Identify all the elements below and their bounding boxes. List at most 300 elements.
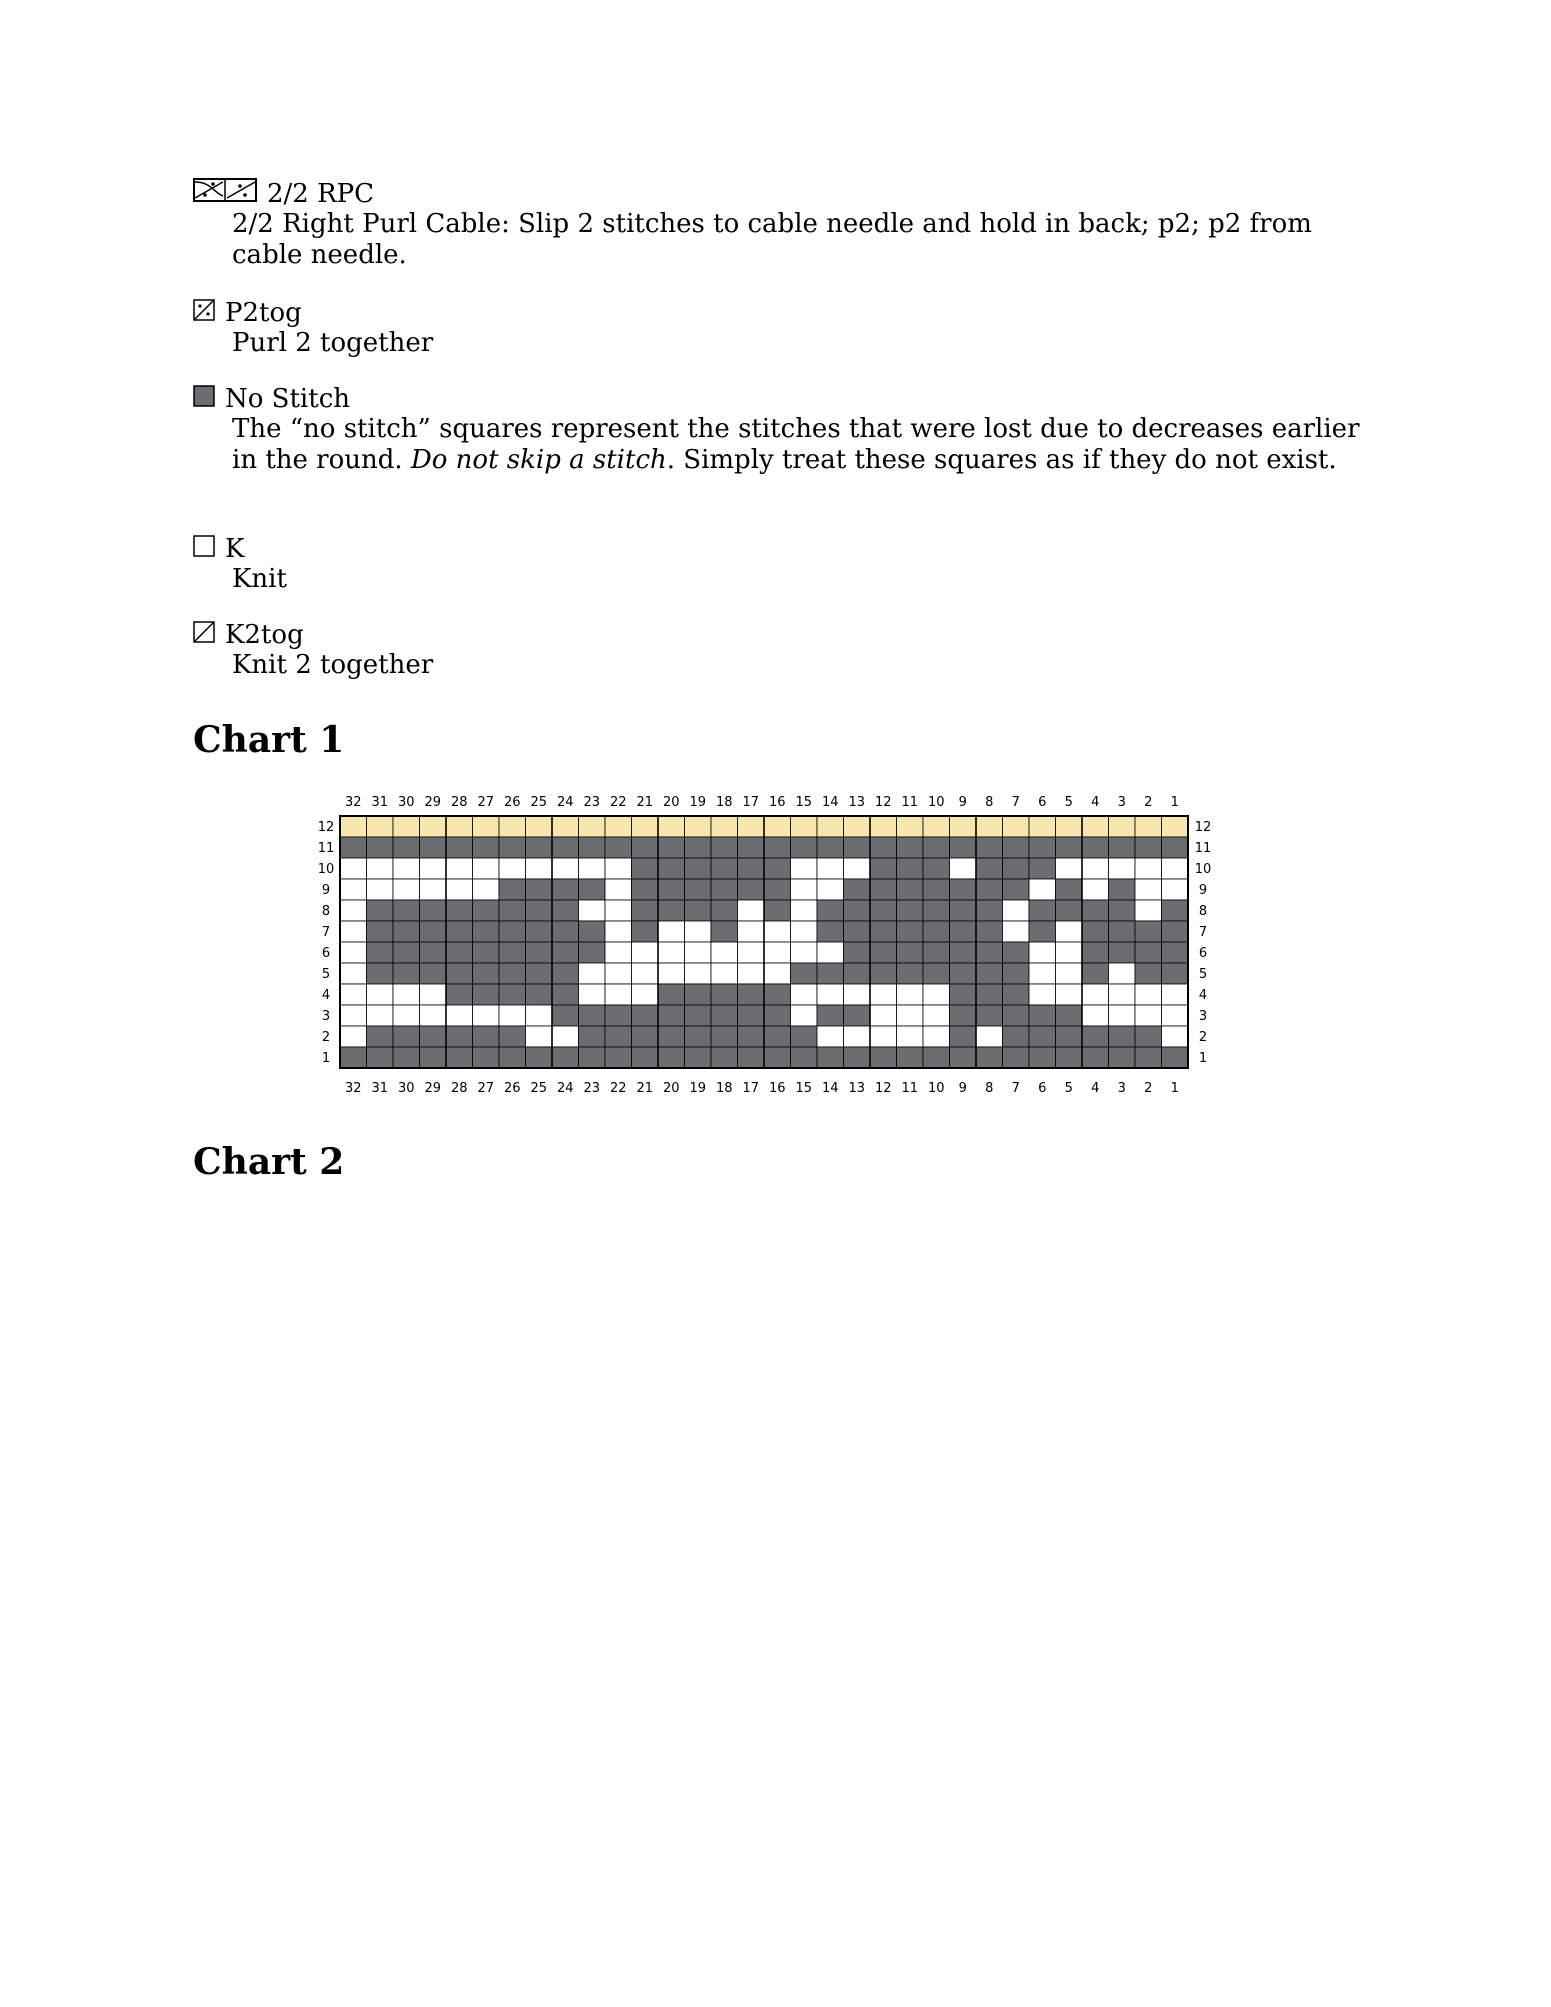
chart-cell — [1003, 1047, 1030, 1068]
column-label-top: 31 — [371, 795, 389, 810]
chart-cell — [791, 816, 818, 837]
chart-cell — [420, 921, 447, 942]
chart-cell — [791, 942, 818, 963]
column-label-bottom: 15 — [795, 1081, 813, 1096]
chart-cell — [1029, 816, 1056, 837]
chart-cell — [870, 1005, 897, 1026]
legend-desc: Purl 2 together — [232, 328, 434, 358]
chart-cell — [367, 984, 394, 1005]
chart-cell — [711, 984, 738, 1005]
legend-item-2-2-rpc — [193, 178, 1372, 271]
chart-cell — [658, 879, 685, 900]
chart-cell — [897, 900, 924, 921]
chart-cell — [976, 1026, 1003, 1047]
chart-cell — [817, 1047, 844, 1068]
chart-cell — [658, 816, 685, 837]
chart-cell — [579, 1047, 606, 1068]
chart-cell — [632, 1005, 659, 1026]
chart-cell — [605, 963, 632, 984]
chart-cell — [844, 858, 871, 879]
row-label-left: 1 — [321, 1051, 331, 1066]
chart-cell — [764, 879, 791, 900]
legend-item-p2tog — [193, 298, 433, 359]
chart-cell — [367, 942, 394, 963]
chart-cell — [1056, 1026, 1083, 1047]
column-label-bottom: 8 — [985, 1081, 994, 1096]
row-label-right: 3 — [1198, 1009, 1208, 1024]
chart-cell — [711, 1047, 738, 1068]
column-label-top: 16 — [768, 795, 786, 810]
column-label-bottom: 17 — [742, 1081, 760, 1096]
column-label-bottom: 22 — [609, 1081, 627, 1096]
column-label-top: 6 — [1038, 795, 1047, 810]
chart-cell — [499, 1047, 526, 1068]
column-label-top: 29 — [424, 795, 442, 810]
chart-cell — [632, 900, 659, 921]
chart-cell — [393, 879, 420, 900]
column-label-bottom: 14 — [821, 1081, 839, 1096]
row-label-left: 12 — [317, 820, 335, 835]
chart-cell — [817, 942, 844, 963]
chart-cell — [817, 816, 844, 837]
column-label-top: 10 — [927, 795, 945, 810]
chart-cell — [1029, 921, 1056, 942]
column-label-top: 12 — [874, 795, 892, 810]
legend-desc — [232, 414, 1372, 476]
chart-cell — [658, 858, 685, 879]
chart-cell — [870, 1047, 897, 1068]
chart-cell — [976, 816, 1003, 837]
chart-cell — [1162, 1026, 1189, 1047]
chart-cell — [791, 1005, 818, 1026]
column-label-top: 24 — [556, 795, 574, 810]
chart-cell — [420, 1047, 447, 1068]
chart-cell — [632, 1047, 659, 1068]
chart-cell — [791, 879, 818, 900]
chart-cell — [632, 921, 659, 942]
chart-cell — [1109, 879, 1136, 900]
chart-cell — [1003, 900, 1030, 921]
chart-cell — [897, 984, 924, 1005]
column-label-bottom: 24 — [556, 1081, 574, 1096]
chart-cell — [1029, 1026, 1056, 1047]
chart-cell — [1109, 942, 1136, 963]
chart-cell — [632, 963, 659, 984]
chart-cell — [1029, 837, 1056, 858]
chart-cell — [420, 984, 447, 1005]
row-label-right: 10 — [1194, 862, 1212, 877]
chart-cell — [1082, 816, 1109, 837]
chart-cell — [473, 816, 500, 837]
chart-cell — [658, 900, 685, 921]
row-label-left: 6 — [321, 946, 331, 961]
chart-cell — [976, 879, 1003, 900]
column-label-top: 15 — [795, 795, 813, 810]
row-label-left: 10 — [317, 862, 335, 877]
chart-cell — [738, 900, 765, 921]
chart-cell — [817, 984, 844, 1005]
column-label-top: 18 — [715, 795, 733, 810]
chart-cell — [1056, 963, 1083, 984]
chart-cell — [1082, 858, 1109, 879]
chart-cell — [870, 816, 897, 837]
column-label-bottom: 19 — [689, 1081, 707, 1096]
chart-cell — [950, 1026, 977, 1047]
chart-cell — [393, 1026, 420, 1047]
chart-cell — [367, 921, 394, 942]
row-label-right: 2 — [1198, 1030, 1208, 1045]
chart-cell — [1162, 921, 1189, 942]
chart-cell — [340, 942, 367, 963]
chart-cell — [367, 858, 394, 879]
chart-cell — [1109, 963, 1136, 984]
desc-text: . Simply treat these squares as if they do not exist. — [666, 445, 1337, 475]
row-label-right: 9 — [1198, 883, 1208, 898]
chart-cell — [870, 942, 897, 963]
chart-cell — [976, 984, 1003, 1005]
chart-cell — [950, 1047, 977, 1068]
chart-2-heading: Chart 2 — [193, 1141, 345, 1183]
chart-cell — [420, 837, 447, 858]
column-label-top: 28 — [450, 795, 468, 810]
chart-cell — [817, 963, 844, 984]
chart-cell — [473, 1026, 500, 1047]
chart-cell — [1056, 1005, 1083, 1026]
row-label-left: 11 — [317, 841, 335, 856]
chart-cell — [526, 837, 553, 858]
no-stitch-icon — [193, 384, 215, 414]
chart-cell — [1162, 1005, 1189, 1026]
column-label-bottom: 16 — [768, 1081, 786, 1096]
chart-cell — [1135, 1005, 1162, 1026]
column-label-top: 5 — [1064, 795, 1073, 810]
chart-cell — [499, 837, 526, 858]
column-label-bottom: 26 — [503, 1081, 521, 1096]
chart-cell — [605, 984, 632, 1005]
chart-cell — [844, 1005, 871, 1026]
chart-cell — [340, 837, 367, 858]
chart-cell — [420, 963, 447, 984]
chart-cell — [923, 963, 950, 984]
chart-cell — [976, 1005, 1003, 1026]
chart-cell — [1162, 837, 1189, 858]
column-label-top: 25 — [530, 795, 548, 810]
chart-cell — [446, 1047, 473, 1068]
chart-cell — [605, 816, 632, 837]
chart-cell — [950, 837, 977, 858]
chart-cell — [1082, 921, 1109, 942]
chart-cell — [526, 921, 553, 942]
row-label-left: 7 — [321, 925, 331, 940]
column-label-top: 22 — [609, 795, 627, 810]
chart-cell — [764, 921, 791, 942]
chart-cell — [446, 942, 473, 963]
chart-cell — [711, 963, 738, 984]
chart-cell — [1109, 921, 1136, 942]
chart-cell — [685, 963, 712, 984]
chart-cell — [526, 1005, 553, 1026]
chart-cell — [764, 816, 791, 837]
column-label-bottom: 29 — [424, 1081, 442, 1096]
row-label-right: 6 — [1198, 946, 1208, 961]
row-label-left: 4 — [321, 988, 331, 1003]
chart-cell — [1029, 858, 1056, 879]
chart-cell — [552, 900, 579, 921]
chart-cell — [420, 879, 447, 900]
column-label-bottom: 18 — [715, 1081, 733, 1096]
legend-abbr: P2tog — [225, 298, 302, 328]
chart-cell — [552, 816, 579, 837]
chart-cell — [950, 963, 977, 984]
chart-cell — [764, 984, 791, 1005]
column-label-top: 20 — [662, 795, 680, 810]
row-label-right: 5 — [1198, 967, 1208, 982]
column-label-top: 19 — [689, 795, 707, 810]
row-label-right: 1 — [1198, 1051, 1208, 1066]
chart-cell — [791, 963, 818, 984]
chart-cell — [897, 1026, 924, 1047]
chart-cell — [473, 837, 500, 858]
chart-cell — [1135, 921, 1162, 942]
chart-cell — [870, 879, 897, 900]
legend-desc: Knit — [232, 564, 287, 594]
chart-cell — [658, 1005, 685, 1026]
column-label-bottom: 5 — [1064, 1081, 1073, 1096]
chart-cell — [897, 1047, 924, 1068]
chart-cell — [340, 879, 367, 900]
chart-cell — [897, 1005, 924, 1026]
chart-cell — [367, 1026, 394, 1047]
chart-cell — [817, 879, 844, 900]
chart-cell — [579, 858, 606, 879]
column-label-bottom: 11 — [901, 1081, 919, 1096]
chart-cell — [420, 1026, 447, 1047]
chart-cell — [738, 921, 765, 942]
legend-abbr: No Stitch — [225, 384, 350, 414]
chart-cell — [367, 816, 394, 837]
chart-cell — [420, 942, 447, 963]
chart-cell — [473, 879, 500, 900]
chart-cell — [1135, 963, 1162, 984]
chart-cell — [552, 1005, 579, 1026]
row-label-left: 8 — [321, 904, 331, 919]
chart-cell — [711, 879, 738, 900]
legend-desc: 2/2 Right Purl Cable: Slip 2 stitches to cable needle and hold in back; p2; p2 from cable needle. — [232, 209, 1312, 270]
chart-cell — [976, 1047, 1003, 1068]
chart-cell — [976, 963, 1003, 984]
chart-cell — [1029, 1005, 1056, 1026]
chart-cell — [950, 858, 977, 879]
chart-cell — [764, 1026, 791, 1047]
chart-cell — [685, 1005, 712, 1026]
chart-cell — [1082, 942, 1109, 963]
column-label-bottom: 27 — [477, 1081, 495, 1096]
chart-cell — [870, 963, 897, 984]
chart-cell — [897, 816, 924, 837]
chart-cell — [499, 900, 526, 921]
chart-cell — [685, 858, 712, 879]
chart-cell — [1003, 816, 1030, 837]
chart-cell — [791, 1026, 818, 1047]
chart-cell — [738, 1026, 765, 1047]
column-label-bottom: 21 — [636, 1081, 654, 1096]
chart-cell — [1109, 1005, 1136, 1026]
chart-cell — [499, 1026, 526, 1047]
chart-cell — [605, 1005, 632, 1026]
chart-cell — [1056, 879, 1083, 900]
chart-cell — [923, 921, 950, 942]
desc-emphasis: Do not skip a stitch — [410, 445, 667, 475]
chart-cell — [552, 942, 579, 963]
chart-cell — [764, 837, 791, 858]
k2tog-icon — [193, 620, 215, 650]
chart-cell — [367, 837, 394, 858]
chart-cell — [367, 1047, 394, 1068]
column-label-bottom: 1 — [1170, 1081, 1179, 1096]
chart-cell — [393, 858, 420, 879]
cable-icon — [193, 178, 257, 209]
chart-cell — [923, 900, 950, 921]
column-label-bottom: 13 — [848, 1081, 866, 1096]
chart-cell — [446, 816, 473, 837]
chart-cell — [738, 879, 765, 900]
chart-cell — [711, 858, 738, 879]
chart-cell — [844, 984, 871, 1005]
chart-cell — [1162, 963, 1189, 984]
chart-cell — [738, 942, 765, 963]
chart-cell — [420, 858, 447, 879]
column-label-bottom: 9 — [958, 1081, 967, 1096]
chart-cell — [446, 921, 473, 942]
chart-cell — [1109, 900, 1136, 921]
chart-cell — [1109, 1047, 1136, 1068]
chart-cell — [976, 921, 1003, 942]
chart-cell — [1162, 984, 1189, 1005]
chart-cell — [579, 984, 606, 1005]
chart-cell — [897, 837, 924, 858]
chart-cell — [923, 1005, 950, 1026]
chart-cell — [844, 942, 871, 963]
chart-cell — [552, 921, 579, 942]
chart-cell — [1029, 879, 1056, 900]
chart-cell — [950, 816, 977, 837]
column-label-bottom: 10 — [927, 1081, 945, 1096]
chart-cell — [473, 858, 500, 879]
chart-cell — [1082, 900, 1109, 921]
chart-cell — [685, 942, 712, 963]
chart-cell — [685, 900, 712, 921]
chart-cell — [711, 942, 738, 963]
chart-cell — [897, 879, 924, 900]
chart-cell — [844, 816, 871, 837]
chart-1-heading: Chart 1 — [193, 719, 345, 761]
chart-cell — [923, 858, 950, 879]
chart-cell — [711, 900, 738, 921]
chart-cell — [446, 963, 473, 984]
chart-cell — [446, 900, 473, 921]
column-label-bottom: 4 — [1091, 1081, 1100, 1096]
chart-cell — [658, 942, 685, 963]
chart-cell — [711, 1026, 738, 1047]
chart-cell — [420, 816, 447, 837]
chart-cell — [1082, 984, 1109, 1005]
legend-abbr: K — [225, 534, 245, 564]
chart-cell — [923, 879, 950, 900]
chart-cell — [950, 984, 977, 1005]
chart-cell — [579, 942, 606, 963]
column-label-top: 17 — [742, 795, 760, 810]
chart-cell — [764, 942, 791, 963]
chart-cell — [367, 900, 394, 921]
chart-cell — [1162, 942, 1189, 963]
column-label-top: 27 — [477, 795, 495, 810]
chart-cell — [552, 858, 579, 879]
chart-cell — [1109, 984, 1136, 1005]
chart-cell — [685, 1026, 712, 1047]
column-label-bottom: 30 — [397, 1081, 415, 1096]
p2tog-icon — [193, 298, 215, 328]
chart-cell — [1029, 942, 1056, 963]
chart-cell — [367, 1005, 394, 1026]
chart-cell — [658, 837, 685, 858]
chart-cell — [393, 921, 420, 942]
chart-cell — [1056, 1047, 1083, 1068]
chart-cell — [1109, 837, 1136, 858]
legend-item-k2tog — [193, 620, 433, 681]
chart-cell — [526, 963, 553, 984]
chart-cell — [738, 1047, 765, 1068]
chart-cell — [526, 900, 553, 921]
chart-cell — [393, 900, 420, 921]
chart-cell — [367, 879, 394, 900]
chart-cell — [658, 1026, 685, 1047]
chart-cell — [791, 1047, 818, 1068]
chart-cell — [473, 921, 500, 942]
chart-cell — [605, 879, 632, 900]
column-label-top: 1 — [1170, 795, 1179, 810]
chart-cell — [1003, 963, 1030, 984]
chart-cell — [1082, 1005, 1109, 1026]
column-label-bottom: 28 — [450, 1081, 468, 1096]
chart-cell — [473, 984, 500, 1005]
chart-cell — [685, 921, 712, 942]
column-label-bottom: 23 — [583, 1081, 601, 1096]
chart-cell — [1056, 942, 1083, 963]
chart-cell — [632, 858, 659, 879]
chart-cell — [711, 921, 738, 942]
chart-cell — [446, 858, 473, 879]
chart-cell — [844, 900, 871, 921]
chart-cell — [473, 963, 500, 984]
row-label-right: 8 — [1198, 904, 1208, 919]
desc-text: The “no stitch” squares represent the stitches that were lost due to decreases earlier in the round. — [232, 414, 1360, 475]
chart-cell — [605, 837, 632, 858]
chart-cell — [950, 921, 977, 942]
column-label-top: 9 — [958, 795, 967, 810]
column-label-top: 21 — [636, 795, 654, 810]
chart-cell — [1162, 879, 1189, 900]
legend-abbr: K2tog — [225, 620, 304, 650]
chart-cell — [579, 816, 606, 837]
chart-cell — [579, 879, 606, 900]
chart-cell — [844, 837, 871, 858]
row-label-left: 9 — [321, 883, 331, 898]
chart-cell — [499, 858, 526, 879]
chart-cell — [367, 963, 394, 984]
chart-cell — [499, 984, 526, 1005]
chart-cell — [658, 921, 685, 942]
chart-cell — [393, 1005, 420, 1026]
